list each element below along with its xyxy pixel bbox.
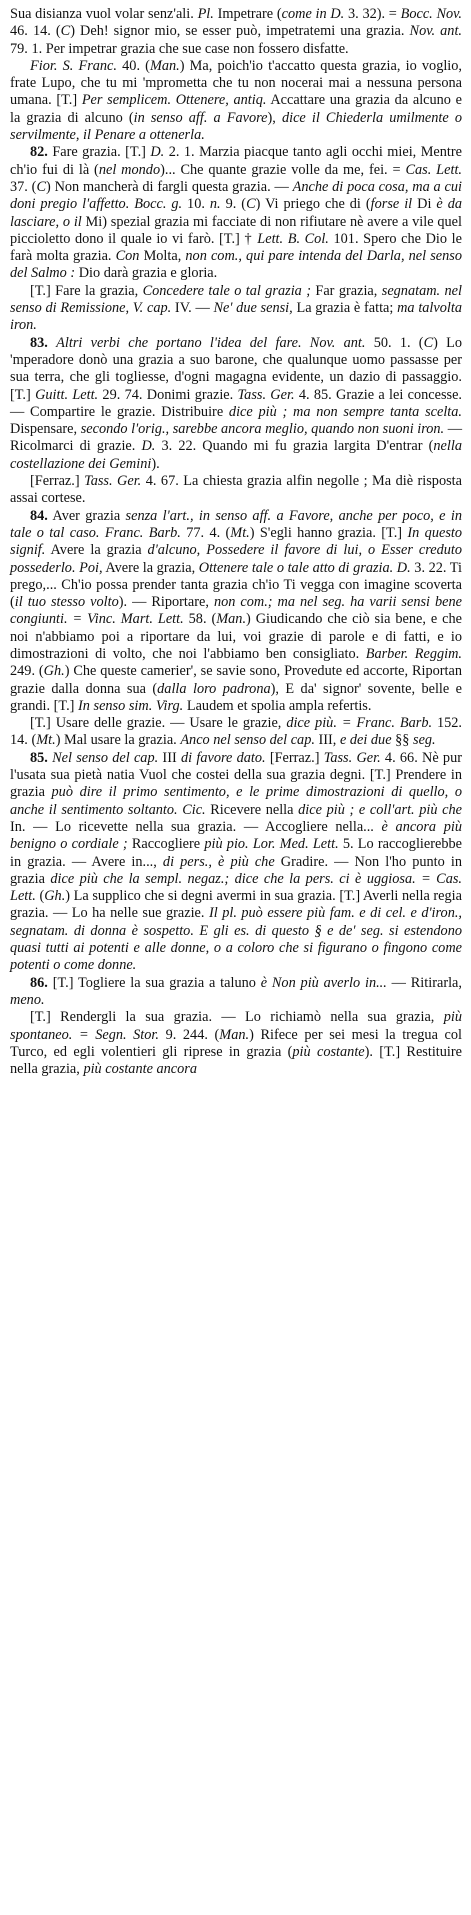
paragraph-86-togliere: 86. [T.] Togliere la sua grazia a taluno è Non più averlo in... — Ritirarla, meno. [10, 974, 462, 1008]
paragraph-fior-s-franc: Fior. S. Franc. 40. (Man.) Ma, poich'io t'accatto questa grazia, io voglio, frate Lupo, che tu mi 'mprometta che tu non nocerai mai a nessuna persona umana. [T.] Per semplicem. Ottenere, antiq. Accattare una grazia da alcuno e la grazia di alcuno (in senso aff. a Favore), dice il Chiederla umilmente o servilmente, il Penare a ottenerla. [10, 57, 463, 144]
paragraph-85-nel-senso: 85. Nel senso del cap. III di favore dato. [Ferraz.] Tass. Ger. 4. 66. Nè pur l'usata sua pietà natia Vuol che costei della sua grazia degni. [T.] Prendere in grazia può dire il primo sentimento, e le prime dimostrazioni di quello, o anche il sentimento soltanto. Cic. Ricevere nella dice più ; e coll'art. più che In. — Lo ricevette nella sua grazia. — Accogliere nella... è ancora più benigno o cordiale ; Raccogliere più pio. Lor. Med. Lett. 5. Lo raccoglierebbe in grazia. — Avere in..., di pers., è più che Gradire. — Non l'ho punto in grazia dice più che la sempl. negaz.; dice che la pers. ci è uggiosa. = Cas. Lett. (Gh.) La supplico che si degni avermi in sua grazia. [T.] Averli nella regia grazia. — Lo ha nelle sue grazie. Il pl. può essere più fam. e di cel. e d'iron., segnatam. di donna è sospetto. E gli es. di questo § e de' seg. si estendono quasi tutti ai potenti e alle donne, o a coloro che si figurano o fingono come potenti o come donne. [10, 749, 462, 974]
paragraph-sua-disianza: Sua disianza vuol volar senz'ali. Pl. Impetrare (come in D. 3. 32). = Bocc. Nov. 46. 14. (C) Deh! signor mio, se esser può, impetratemi una grazia. Nov. ant. 79. 1. Per impetrar grazia che sue case non fossero disfatte. [10, 6, 463, 57]
paragraph-84-aver-grazia: 84. Aver grazia senza l'art., in senso aff. a Favore, anche per poco, e in tale o tal caso. Franc. Barb. 77. 4. (Mt.) S'egli hanno grazia. [T.] In questo signif. Avere la grazia d'alcuno, Possedere il favore di lui, o Esser creduto possederlo. Poi, Avere la grazia, Ottenere tale o tale atto di grazia. D. 3. 22. Ti prego,... Ch'io possa prender tanta grazia ch'io Ti vegga con imagine scoverta (il tuo stesso volto). — Riportare, non com.; ma nel seg. ha varii sensi bene congiunti. = Vinc. Mart. Lett. 58. (Man.) Giudicando che ciò sia bene, e che noi n'abbiamo poi a riportare da lui, voi grazie di parole e di fatti, e io dimostrazioni di volto, che noi l'abbiamo ben consigliato. Barber. Reggim. 249. (Gh.) Che queste camerier', se savie sono, Provedute ed accorte, Riportan grazie dalla donna sua (dalla loro padrona), E da' signor' sovente, belle e grandi. [T.] In senso sim. Virg. Laudem et spolia ampla refertis. [10, 507, 463, 714]
paragraph-usare-delle-grazie: [T.] Usare delle grazie. — Usare le grazie, dice più. = Franc. Barb. 152. 14. (Mt.) Mal usare la grazia. Anco nel senso del cap. III, e dei due §§ seg. [10, 715, 463, 749]
paragraph-ferraz-tass-ger: [Ferraz.] Tass. Ger. 4. 67. La chiesta grazia alfin negolle ; Ma diè risposta assai cortese. [10, 473, 462, 507]
paragraph-83-altri-verbi: 83. Altri verbi che portano l'idea del fare. Nov. ant. 50. 1. (C) Lo 'mperadore donò una grazia a suo barone, che qualunque uomo passasse per sua terra, che gli togliesse, d'ogni magagna evidente, un dazio di passaggio. [T.] Guitt. Lett. 29. 74. Donimi grazie. Tass. Ger. 4. 85. Grazie a lei concesse. — Compartire le grazie. Distribuire dice più ; ma non sempre tanta scelta. Dispensare, secondo l'orig., sarebbe ancora meglio, quando non suoni iron. — Ricolmarci di grazie. D. 3. 22. Quando mi fu grazia largita D'entrar (nella costellazione dei Gemini). [10, 334, 463, 472]
paragraph-fare-la-grazia: [T.] Fare la grazia, Concedere tale o tal grazia ; Far grazia, segnatam. nel senso di Remissione, V. cap. IV. — Ne' due sensi, La grazia è fatta; ma talvolta iron. [10, 282, 462, 334]
paragraph-rendergli: [T.] Rendergli la sua grazia. — Lo richiamò nella sua grazia, più spontaneo. = Segn. Stor. 9. 244. (Man.) Rifece per sei mesi la tregua col Turco, ed egli volentieri gli riprese in grazia (più costante). [T.] Restituire nella grazia, più costante ancora [10, 1009, 462, 1078]
paragraph-82-fare-grazia: 82. Fare grazia. [T.] D. 2. 1. Marzia piacque tanto agli occhi miei, Mentre ch'io fui di là (nel mondo)... Che quante grazie volle da me, fei. = Cas. Lett. 37. (C) Non mancherà di fargli questa grazia. — Anche di poca cosa, ma a cui doni pregio l'affetto. Bocc. g. 10. n. 9. (C) Vi priego che di (forse il Di è da lasciare, o il Mi) spezial grazia mi facciate di non rifiutare nè avere a vile quel piccioletto dono il quale io vi farò. [T.] † Lett. B. Col. 101. Spero che Dio le farà molta grazia. Con Molta, non com., qui pare intenda del Darla, nel senso del Salmo : Dio darà grazia e gloria. [10, 144, 462, 282]
